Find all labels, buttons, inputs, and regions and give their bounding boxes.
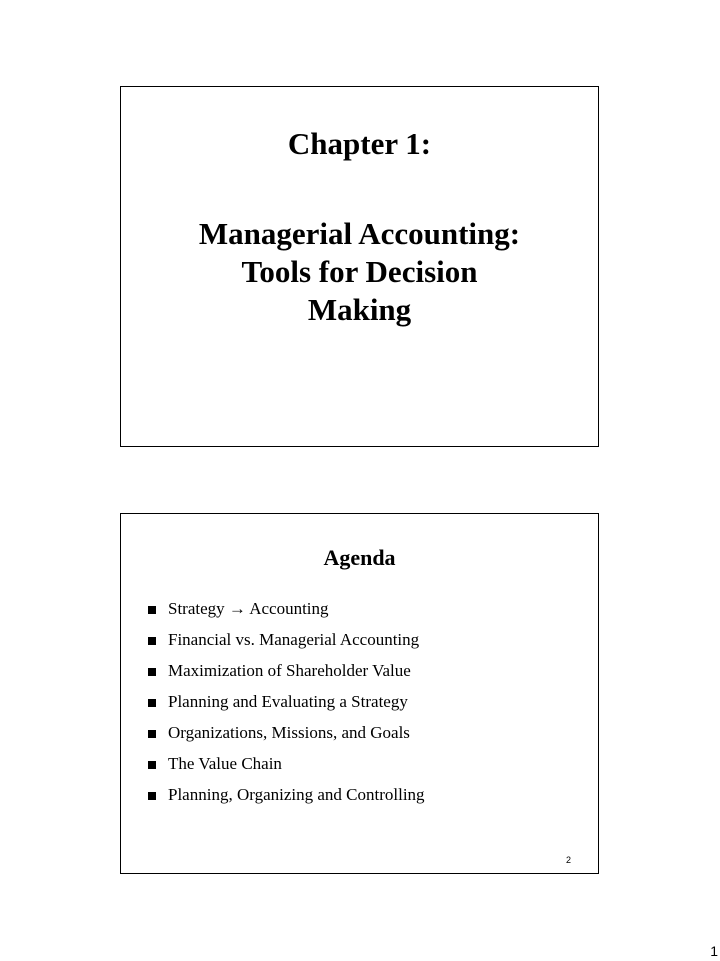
square-bullet-icon	[148, 761, 156, 769]
square-bullet-icon	[148, 730, 156, 738]
page-number: 1	[710, 943, 718, 959]
agenda-item-text: Organizations, Missions, and Goals	[168, 723, 410, 742]
agenda-item-text: Planning, Organizing and Controlling	[168, 785, 425, 804]
square-bullet-icon	[148, 792, 156, 800]
slide-1-title	[120, 86, 599, 447]
slide-number: 2	[565, 855, 571, 865]
agenda-item-text: Maximization of Shareholder Value	[168, 661, 411, 680]
chapter-title-line-2: Tools for Decision	[241, 254, 478, 289]
list-item	[148, 691, 425, 722]
slide-2-agenda	[120, 513, 599, 874]
agenda-item-text: Financial vs. Managerial Accounting	[168, 630, 420, 649]
chapter-heading: Chapter 1:	[287, 126, 432, 161]
chapter-title-line-1: Managerial Accounting:	[198, 216, 521, 251]
list-item	[148, 660, 425, 691]
square-bullet-icon	[148, 699, 156, 707]
list-item	[148, 629, 425, 660]
square-bullet-icon	[148, 606, 156, 614]
list-item	[148, 753, 425, 784]
agenda-item-text: The Value Chain	[168, 754, 282, 773]
list-item	[148, 598, 425, 629]
chapter-title-line-3: Making	[307, 292, 412, 327]
agenda-heading: Agenda	[323, 545, 396, 570]
agenda-item-text: Strategy → Accounting	[168, 599, 329, 618]
list-item	[148, 784, 425, 815]
square-bullet-icon	[148, 668, 156, 676]
list-item	[148, 722, 425, 753]
agenda-list	[148, 598, 425, 815]
chapter-title	[121, 215, 598, 329]
square-bullet-icon	[148, 637, 156, 645]
agenda-item-text: Planning and Evaluating a Strategy	[168, 692, 408, 711]
